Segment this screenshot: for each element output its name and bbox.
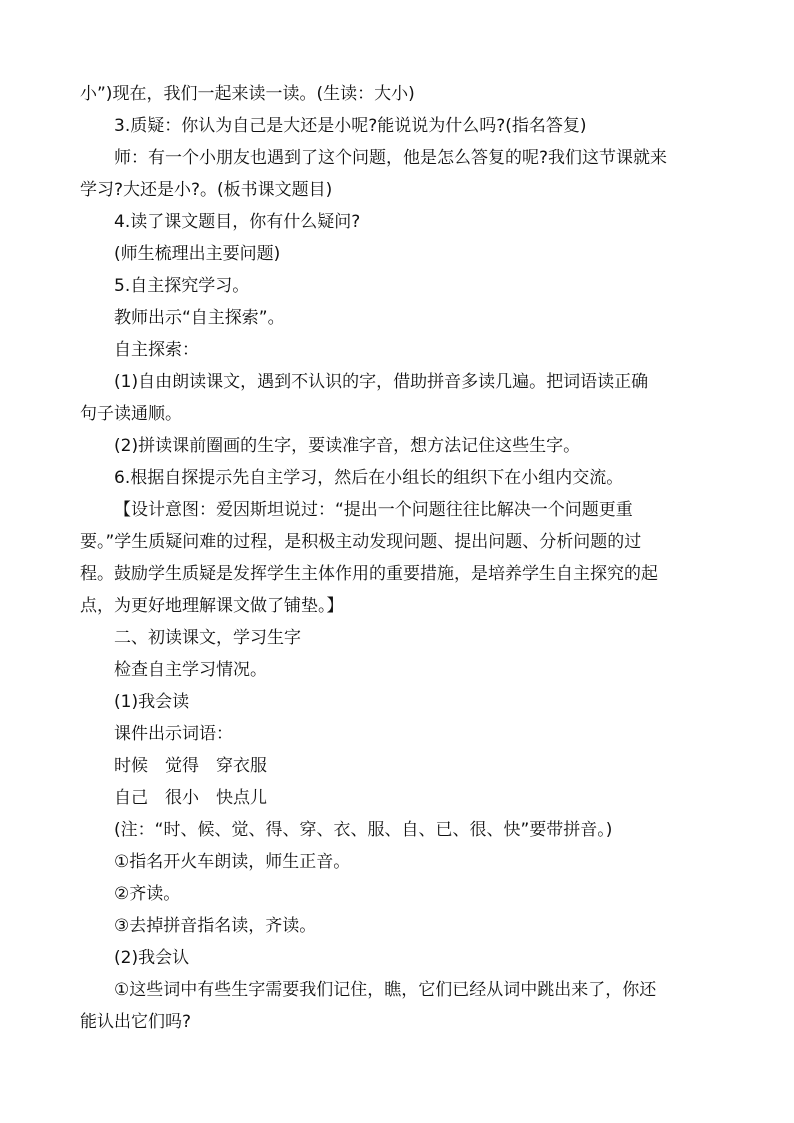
word-list-row-1: 时候 觉得 穿衣服	[114, 756, 267, 776]
text-line-27: ③去掉拼音指名读，齐读。	[114, 916, 317, 936]
text-line-19: 检查自主学习情况。	[114, 660, 267, 680]
text-line-25: ①指名开火车朗读，师生正音。	[114, 852, 351, 872]
text-line-7: 5.自主探究学习。	[114, 276, 250, 296]
text-line-6: (师生梳理出主要问题)	[114, 244, 281, 264]
text-line-3: 师：有一个小朋友也遇到了这个问题，他是怎么答复的呢?我们这节课就来	[114, 148, 668, 168]
design-intent-line-3: 程。鼓励学生质疑是发挥学生主体作用的重要措施，是培养学生自主探究的起	[80, 564, 658, 584]
text-line-26: ②齐读。	[114, 884, 181, 904]
design-intent-line-2: 要。”学生质疑问难的过程，是积极主动发现问题、提出问题、分析问题的过	[80, 532, 642, 552]
word-list-row-2: 自己 很小 快点儿	[114, 788, 267, 808]
text-line-5: 4.读了课文题目，你有什么疑问?	[114, 212, 361, 232]
text-line-20: (1)我会读	[114, 692, 190, 712]
text-line-10: (1)自由朗读课文，遇到不认识的字，借助拼音多读几遍。把词语读正确	[114, 372, 649, 392]
text-line-11: 句子读通顺。	[80, 404, 182, 424]
text-line-12: (2)拼读课前圈画的生字，要读准字音，想方法记住这些生字。	[114, 436, 581, 456]
text-line-21: 课件出示词语：	[114, 724, 233, 744]
text-line-13: 6.根据自探提示先自主学习，然后在小组长的组织下在小组内交流。	[114, 468, 624, 488]
document-body	[80, 78, 720, 1038]
text-line-28: (2)我会认	[114, 948, 190, 968]
text-line-30: 能认出它们吗?	[80, 1012, 192, 1032]
text-line-9: 自主探索：	[114, 340, 199, 360]
text-line-8: 教师出示“自主探索”。	[114, 308, 285, 328]
text-line-2: 3.质疑：你认为自己是大还是小呢?能说说为什么吗?(指名答复)	[114, 116, 587, 136]
text-line-29: ①这些词中有些生字需要我们记住，瞧，它们已经从词中跳出来了，你还	[114, 980, 657, 1000]
design-intent-line-4: 点，为更好地理解课文做了铺垫。】	[80, 596, 344, 616]
text-line-4: 学习?大还是小?。(板书课文题目)	[80, 180, 333, 200]
text-line-1: 小”)现在，我们一起来读一读。(生读：大小)	[80, 84, 415, 104]
text-line-24: (注：“时、候、觉、得、穿、衣、服、自、已、很、快”要带拼音。)	[114, 820, 613, 840]
design-intent-line-1: 【设计意图：爱因斯坦说过：“提出一个问题往往比解决一个问题更重	[114, 500, 633, 520]
section-heading: 二、初读课文，学习生字	[114, 628, 301, 648]
